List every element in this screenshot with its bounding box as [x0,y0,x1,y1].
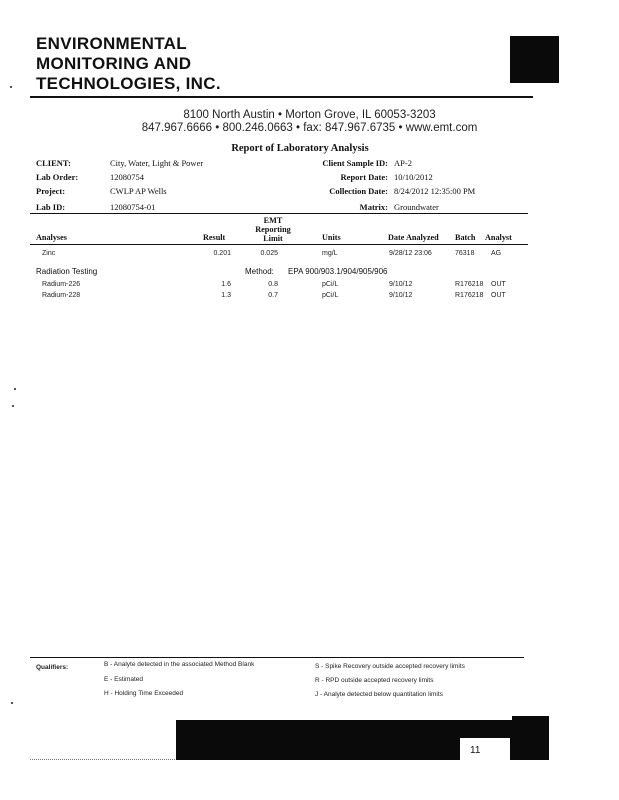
qualifier-h: H - Holding Time Exceeded [104,690,184,697]
col-units: Units [322,233,341,242]
matrix-value: Groundwater [394,202,439,212]
row-analyst: OUT [491,281,506,288]
row-result: 1.3 [221,292,231,299]
row-result: 1.6 [221,281,231,288]
qualifier-b: B - Analyte detected in the associated Method Blank [104,661,255,668]
report-date-label: Report Date: [340,172,388,182]
lab-id-value: 12080754-01 [110,202,156,212]
row-batch: R176218 [455,292,484,299]
scan-speck [10,86,12,88]
row-date: 9/10/12 [389,281,413,288]
address-contact: 847.967.6666 • 800.246.0663 • fax: 847.967.6735 • www.emt.com [141,122,478,134]
company-name [36,34,221,94]
method-label: Method: [245,267,274,276]
header-divider [30,96,533,98]
redacted-footer-corner [512,716,549,760]
redacted-logo-block [510,36,559,83]
col-emt-line-3: Limit [263,234,283,243]
row-batch: 76318 [455,250,475,257]
row-limit: 0.025 [260,250,278,257]
scan-speck [11,702,13,704]
table-row [0,250,619,260]
footer-line [30,759,175,760]
col-emt-line-1: EMT [263,216,283,225]
row-units: mg/L [322,250,338,257]
row-analyst: AG [491,250,502,257]
col-batch: Batch [455,233,476,242]
qualifier-s: S - Spike Recovery outside accepted recovery limits [315,663,465,670]
row-units: pCi/L [322,292,339,299]
report-date-value: 10/10/2012 [394,172,433,182]
row-units: pCi/L [322,281,339,288]
row-date: 9/28/12 23:06 [389,250,432,257]
collection-date-value: 8/24/2012 12:35:00 PM [394,186,476,196]
page-number-box [460,738,510,760]
col-date-analyzed: Date Analyzed [388,233,439,242]
client-sample-value: AP-2 [394,158,412,168]
report-title: Report of Laboratory Analysis [231,143,369,154]
scan-speck [12,405,14,407]
lab-id-label: Lab ID: [36,202,66,212]
qualifiers-divider [30,657,524,658]
company-line-2: MONITORING AND [36,54,192,73]
matrix-label: Matrix: [359,202,388,212]
qualifier-e: E - Estimated [104,676,144,683]
col-analyst: Analyst [485,233,512,242]
address-street: 8100 North Austin • Morton Grove, IL 60053-3203 [183,109,436,121]
col-result: Result [203,233,226,242]
collection-date-label: Collection Date: [329,186,388,196]
project-label: Project: [36,186,66,196]
row-analyst: OUT [491,292,506,299]
company-line-3: TECHNOLOGIES, INC. [36,74,221,93]
qualifier-j: J - Analyte detected below quantitation limits [315,691,443,698]
row-batch: R176218 [455,281,484,288]
project-value: CWLP AP Wells [110,186,167,196]
row-date: 9/10/12 [389,292,413,299]
section-name: Radiation Testing [36,267,98,276]
qualifiers-label: Qualifiers: [36,664,69,671]
table-header-divider [30,244,528,245]
qualifier-r: R - RPD outside accepted recovery limits [315,677,434,684]
row-analyte: Radium-226 [42,281,81,288]
row-result: 0.201 [213,250,231,257]
method-value: EPA 900/903.1/904/905/906 [288,267,388,276]
row-analyte: Radium-228 [42,292,81,299]
company-line-1: ENVIRONMENTAL [36,34,187,53]
row-limit: 0.7 [268,292,278,299]
lab-order-label: Lab Order: [36,172,79,182]
client-label: CLIENT: [36,158,71,168]
col-analyses: Analyses [36,233,67,242]
table-row [0,281,619,291]
row-limit: 0.8 [268,281,278,288]
client-sample-label: Client Sample ID: [322,158,388,168]
table-row [0,292,619,302]
scan-speck [14,388,16,390]
col-emt-reporting-limit [242,216,304,243]
info-divider [30,213,528,214]
client-value: City, Water, Light & Power [110,158,204,168]
lab-order-value: 12080754 [110,172,144,182]
page-number: 11 [470,745,481,756]
col-emt-line-2: Reporting [255,225,291,234]
row-analyte: Zinc [42,250,56,257]
